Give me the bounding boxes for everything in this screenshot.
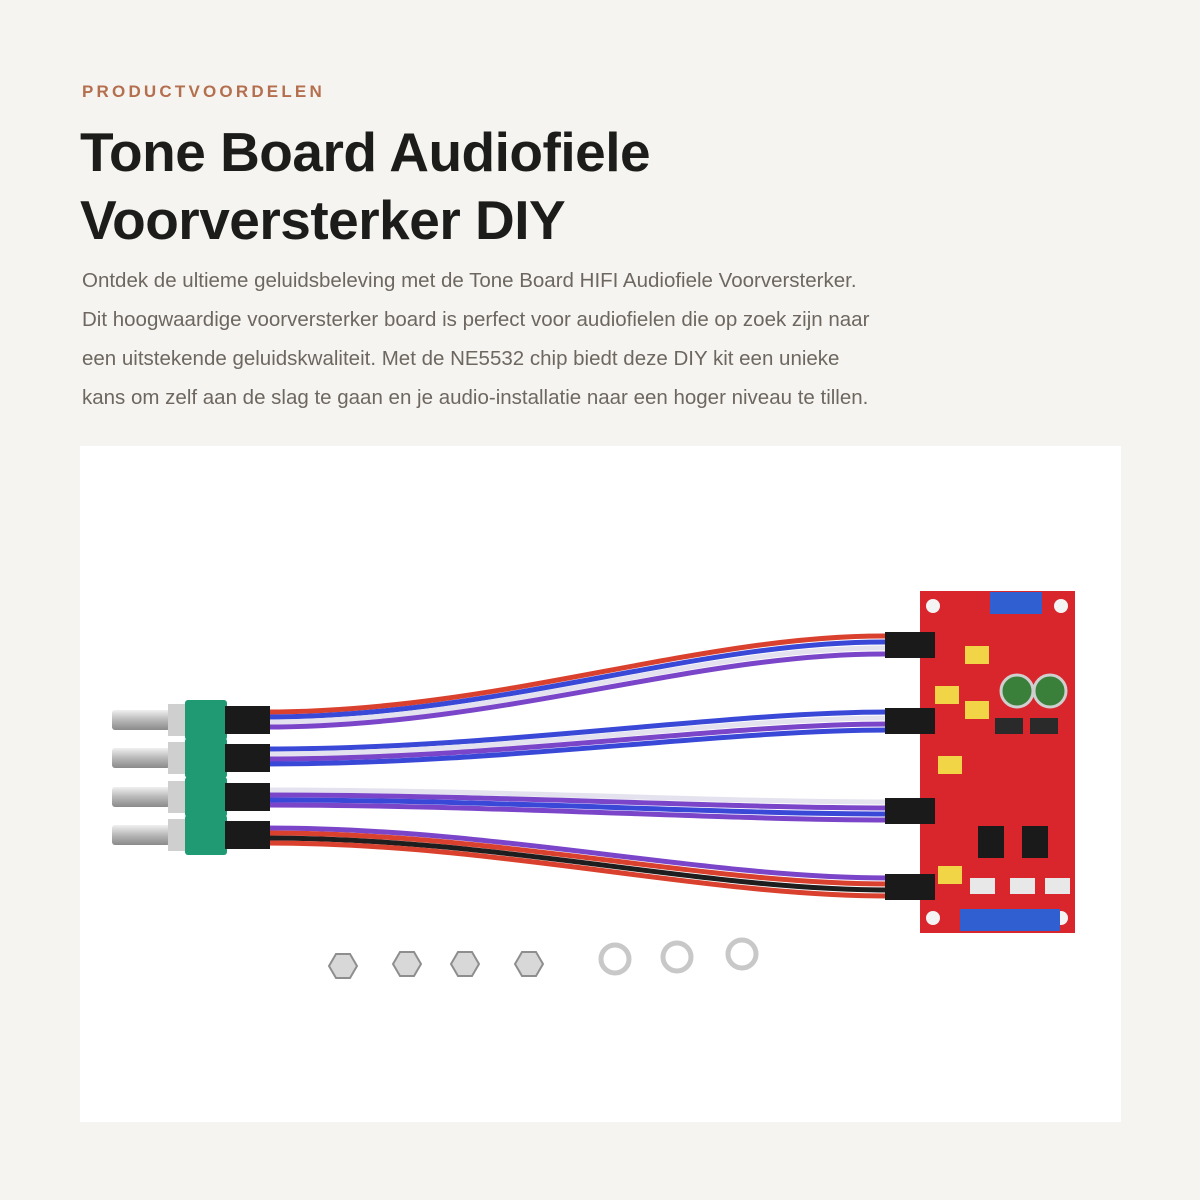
product-illustration — [80, 446, 1121, 1122]
description-line-1: Ontdek de ultieme geluidsbeleving met de Tone Board HIFI Audiofiele Voorversterker. — [82, 269, 857, 292]
description-line-4: kans om zelf aan de slag te gaan en je audio-installatie naar een hoger niveau te tillen. — [82, 386, 869, 409]
title-line-1: Tone Board Audiofiele — [80, 121, 651, 183]
potentiometer-4 — [112, 815, 270, 855]
product-image — [80, 446, 1121, 1122]
section-eyebrow: PRODUCTVOORDELEN — [82, 82, 325, 101]
ribbon-cable-4 — [265, 828, 890, 896]
potentiometer-1 — [112, 700, 270, 740]
title-line-2: Voorversterker DIY — [80, 189, 566, 251]
tone-board-pcb — [920, 591, 1075, 933]
ribbon-cable-3 — [265, 790, 890, 820]
potentiometer-3 — [112, 777, 270, 817]
section-title — [80, 118, 1080, 254]
hex-nuts — [329, 952, 543, 978]
section-description — [82, 261, 1122, 417]
description-line-2: Dit hoogwaardige voorversterker board is perfect voor audiofielen die op zoek zijn naar — [82, 308, 870, 331]
washers — [601, 940, 756, 973]
potentiometer-2 — [112, 738, 270, 778]
description-line-3: een uitstekende geluidskwaliteit. Met de NE5532 chip biedt deze DIY kit een unieke — [82, 347, 840, 370]
